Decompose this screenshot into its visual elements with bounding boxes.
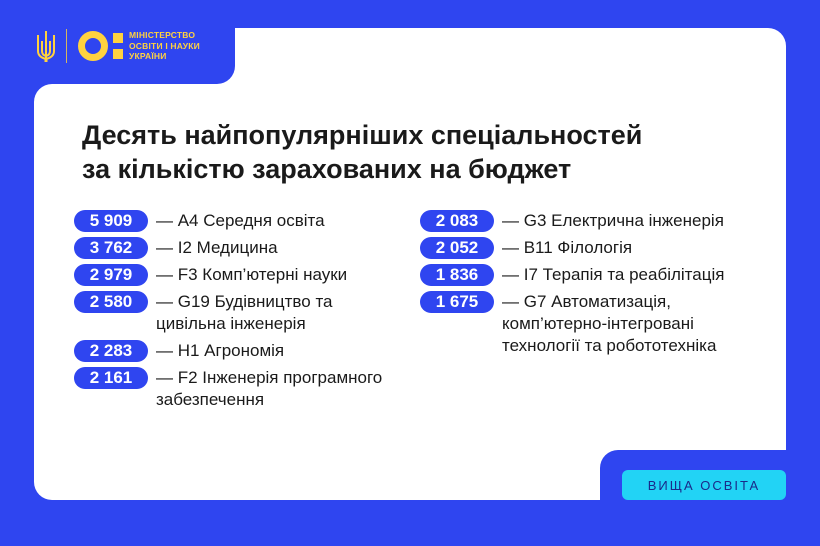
list-item <box>74 210 394 232</box>
list-item <box>420 264 750 286</box>
colon-logo-icon <box>113 30 123 62</box>
trident-icon <box>34 29 58 63</box>
count-badge: 2 283 <box>74 340 148 362</box>
list-item <box>420 237 750 259</box>
ministry-logo <box>77 30 200 62</box>
count-badge: 2 083 <box>420 210 494 232</box>
ministry-line: УКРАЇНИ <box>129 51 167 62</box>
count-badge: 5 909 <box>74 210 148 232</box>
list-item <box>74 367 394 411</box>
list-item <box>420 210 750 232</box>
specialty-label: — F2 Інженерія програмного забезпечення <box>156 368 383 409</box>
list-item <box>74 237 394 259</box>
ministry-name <box>129 30 200 62</box>
specialty-label: — F3 Комп’ютерні науки <box>156 265 348 284</box>
specialty-label: — G7 Автоматизація, комп’ютерно-інтегровані технології та робототехніка <box>502 292 717 355</box>
ministry-line: ОСВІТИ І НАУКИ <box>129 40 200 51</box>
list-item <box>74 291 394 335</box>
count-badge: 1 836 <box>420 264 494 286</box>
count-badge: 2 161 <box>74 367 148 389</box>
specialty-label: — Н1 Агрономія <box>156 341 285 360</box>
count-badge: 2 052 <box>420 237 494 259</box>
list-item <box>74 264 394 286</box>
specialty-label: — G19 Будівництво та цивільна інженерія <box>156 292 333 333</box>
title-line: за кількістю зарахованих на бюджет <box>82 154 572 184</box>
count-badge: 1 675 <box>420 291 494 313</box>
specialty-label: — В11 Філологія <box>502 238 633 257</box>
ministry-line: МІНІСТЕРСТВО <box>129 30 196 41</box>
count-badge: 3 762 <box>74 237 148 259</box>
list-item <box>74 340 394 362</box>
list-item <box>420 291 750 357</box>
category-badge: ВИЩА ОСВІТА <box>622 470 786 500</box>
right-list <box>420 210 750 362</box>
ring-logo-icon <box>77 30 109 62</box>
specialty-label: — І7 Терапія та реабілітація <box>502 265 725 284</box>
left-list <box>74 210 394 416</box>
page-title <box>82 118 722 186</box>
count-badge: 2 580 <box>74 291 148 313</box>
specialty-label: — І2 Медицина <box>156 238 278 257</box>
specialty-label: — А4 Середня освіта <box>156 211 325 230</box>
header <box>34 26 200 66</box>
count-badge: 2 979 <box>74 264 148 286</box>
title-line: Десять найпопулярніших спеціальностей <box>82 120 643 150</box>
header-divider <box>66 29 67 63</box>
card-corner <box>34 84 56 106</box>
specialty-label: — G3 Електрична інженерія <box>502 211 724 230</box>
